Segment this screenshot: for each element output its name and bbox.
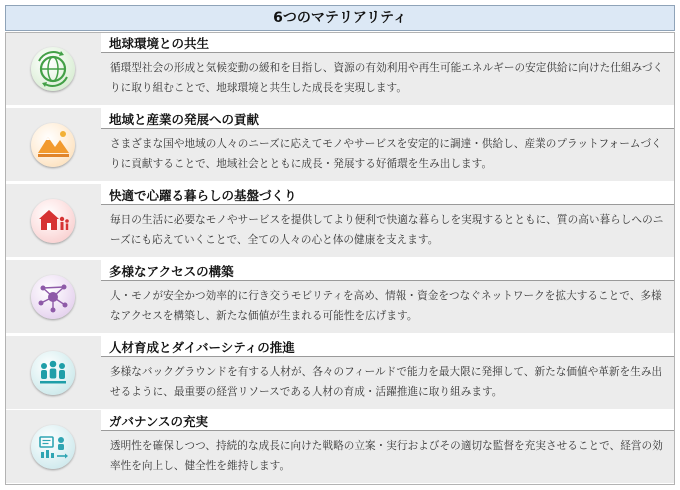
- table-title: 6つのマテリアリティ: [273, 10, 407, 26]
- row-title: 地域と産業の発展への貢献: [101, 108, 675, 129]
- materiality-row-governance: [5, 410, 675, 483]
- mountains-icon: [31, 123, 75, 167]
- icon-cell: [5, 336, 102, 409]
- globe-recycle-icon: [31, 47, 75, 91]
- materiality-row-living: [5, 184, 675, 257]
- materiality-row-access: [5, 260, 675, 333]
- materiality-row-regional: [5, 108, 675, 181]
- materiality-row-environment: [5, 32, 675, 105]
- row-body: 透明性を確保しつつ、持続的な成長に向けた戦略の立案・実行およびその適切な監督を充実させることで、経営の効率性を向上し、健全性を維持します。: [101, 431, 675, 483]
- icon-cell: [5, 32, 102, 105]
- row-title: 地球環境との共生: [101, 32, 675, 53]
- row-body: 循環型社会の形成と気候変動の緩和を目指し、資源の有効利用や再生可能エネルギーの安定供給に向けた仕組みづくりに取り組むことで、地球環境と共生した成長を実現します。: [101, 53, 675, 105]
- row-body: さまざまな国や地域の人々のニーズに応えてモノやサービスを安定的に調達・供給し、産業のプラットフォームづくりに貢献することで、地域社会とともに成長・発展する好循環を生み出します。: [101, 129, 675, 181]
- network-icon: [31, 275, 75, 319]
- people-icon: [31, 351, 75, 395]
- table-header: [5, 5, 675, 31]
- icon-cell: [5, 410, 102, 483]
- governance-icon: [31, 425, 75, 469]
- row-body: 多様なバックグラウンドを有する人材が、各々のフィールドで能力を最大限に発揮して、新たな価値や革新を生み出せるように、最重要の経営リソースである人材の育成・活躍推進に取り組みます。: [101, 357, 675, 409]
- house-family-icon: [31, 199, 75, 243]
- icon-cell: [5, 184, 102, 257]
- icon-cell: [5, 260, 102, 333]
- row-body: 毎日の生活に必要なモノやサービスを提供してより便利で快適な暮らしを実現するとともに、質の高い暮らしへのニーズにも応えていくことで、全ての人々の心と体の健康を支えます。: [101, 205, 675, 257]
- materiality-table: [5, 5, 675, 483]
- materiality-row-people: [5, 336, 675, 409]
- row-title: 快適で心躍る暮らしの基盤づくり: [101, 184, 675, 205]
- row-body: 人・モノが安全かつ効率的に行き交うモビリティを高め、情報・資金をつなぐネットワークを拡大することで、多様なアクセスを構築し、新たな価値が生まれる可能性を広げます。: [101, 281, 675, 333]
- row-title: 人材育成とダイバーシティの推進: [101, 336, 675, 357]
- row-title: ガバナンスの充実: [101, 410, 675, 431]
- row-title: 多様なアクセスの構築: [101, 260, 675, 281]
- icon-cell: [5, 108, 102, 181]
